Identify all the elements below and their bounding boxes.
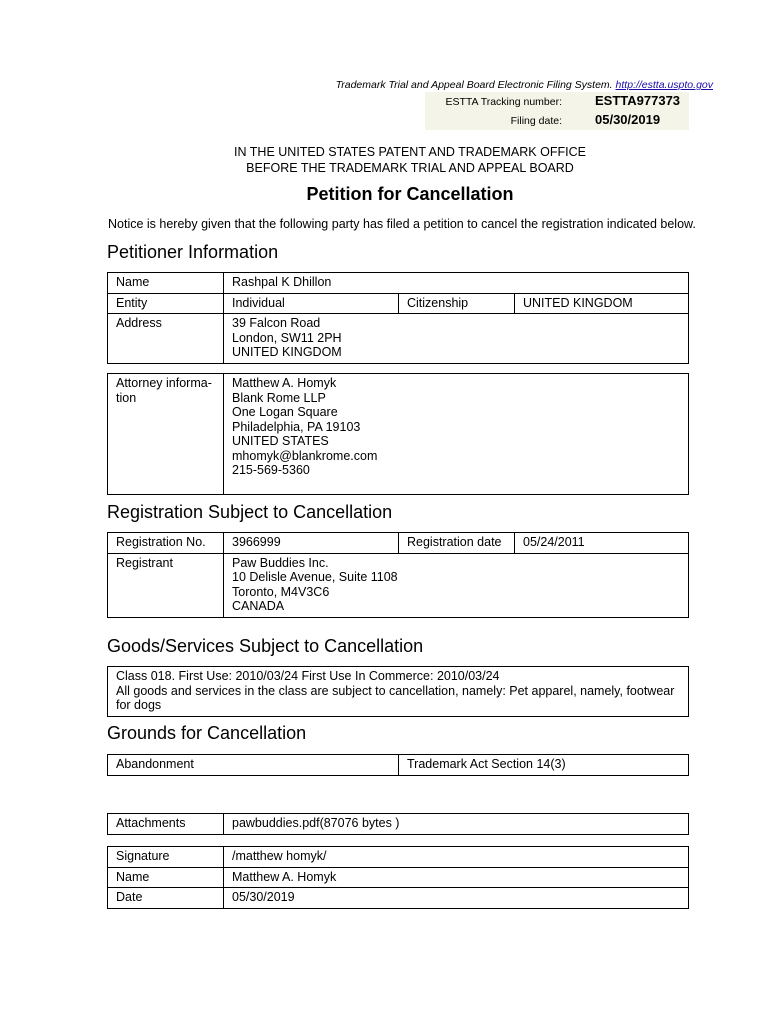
address-label: Address	[108, 314, 224, 364]
attorney-line: UNITED STATES	[232, 434, 329, 448]
table-row	[108, 847, 689, 868]
table-row	[108, 374, 689, 495]
entity-value: Individual	[224, 293, 399, 314]
attorney-email: mhomyk@blankrome.com	[232, 448, 378, 463]
petitioner-name: Rashpal K Dhillon	[224, 273, 689, 294]
attorney-phone: 215-569-5360	[232, 463, 310, 477]
ground-section: Trademark Act Section 14(3)	[399, 755, 689, 776]
tracking-row	[425, 92, 689, 111]
attachments-label: Attachments	[108, 814, 224, 835]
registration-date-label: Registration date	[399, 533, 515, 554]
signer-name-label: Name	[108, 867, 224, 888]
signature-date-label: Date	[108, 888, 224, 909]
attorney-label-line: Attorney informa-	[116, 376, 212, 390]
grounds-table	[107, 754, 689, 776]
registrant-line: 10 Delisle Avenue, Suite 1108	[232, 570, 398, 584]
goods-description	[108, 667, 689, 717]
attachments-value: pawbuddies.pdf(87076 bytes )	[224, 814, 689, 835]
registrant-label: Registrant	[108, 553, 224, 617]
registrant-value	[224, 553, 689, 617]
citizenship-value: UNITED KINGDOM	[515, 293, 689, 314]
entity-label: Entity	[108, 293, 224, 314]
registration-table	[107, 532, 689, 618]
filing-date: 05/30/2019	[595, 112, 661, 127]
address-line: London, SW11 2PH	[232, 330, 342, 345]
registration-no-label: Registration No.	[108, 533, 224, 554]
table-row	[108, 273, 689, 294]
registration-heading: Registration Subject to Cancellation	[107, 502, 393, 522]
petitioner-table	[107, 272, 689, 364]
grounds-heading: Grounds for Cancellation	[107, 723, 307, 743]
office-line-1: IN THE UNITED STATES PATENT AND TRADEMARK OFFICE	[234, 145, 586, 159]
signer-name: Matthew A. Homyk	[224, 867, 689, 888]
attorney-line: Blank Rome LLP	[232, 390, 326, 405]
filing-system-text: Trademark Trial and Appeal Board Electronic Filing System.	[335, 79, 613, 91]
goods-line: for dogs	[116, 698, 162, 712]
attorney-line: Philadelphia, PA 19103	[232, 419, 361, 434]
citizenship-label: Citizenship	[399, 293, 515, 314]
registrant-line: Toronto, M4V3C6	[232, 584, 330, 599]
name-label: Name	[108, 273, 224, 294]
attorney-label	[108, 374, 224, 495]
attorney-label-line: tion	[116, 390, 137, 405]
office-heading	[0, 144, 770, 176]
attorney-line: Matthew A. Homyk	[232, 376, 337, 390]
tracking-label: ESTTA Tracking number:	[445, 96, 562, 108]
table-row	[108, 314, 689, 364]
goods-line: All goods and services in the class are subject to cancellation, namely: Pet apparel, namely, footwear	[116, 683, 675, 698]
goods-line: Class 018. First Use: 2010/03/24 First Use In Commerce: 2010/03/24	[116, 669, 500, 683]
table-row	[108, 867, 689, 888]
table-row	[108, 814, 689, 835]
address-line: UNITED KINGDOM	[232, 345, 342, 359]
petitioner-heading: Petitioner Information	[107, 242, 279, 262]
goods-table	[107, 666, 689, 717]
tracking-box	[425, 92, 689, 130]
signature-label: Signature	[108, 847, 224, 868]
signature-date: 05/30/2019	[224, 888, 689, 909]
table-row	[108, 293, 689, 314]
signature-value: /matthew homyk/	[224, 847, 689, 868]
attorney-table	[107, 373, 689, 495]
attorney-value	[224, 374, 689, 495]
table-row	[108, 533, 689, 554]
ground-value: Abandonment	[108, 755, 399, 776]
registration-no: 3966999	[224, 533, 399, 554]
table-row	[108, 553, 689, 617]
document-title: Petition for Cancellation	[306, 184, 514, 204]
registrant-line: Paw Buddies Inc.	[232, 555, 329, 570]
attorney-line: One Logan Square	[232, 405, 338, 419]
notice-text: Notice is hereby given that the following party has filed a petition to cancel the registration indicated below.	[108, 217, 696, 231]
registrant-line: CANADA	[232, 599, 285, 613]
filing-date-row	[425, 111, 689, 130]
tracking-number: ESTTA977373	[595, 93, 681, 108]
address-line: 39 Falcon Road	[232, 316, 321, 330]
office-line-2: BEFORE THE TRADEMARK TRIAL AND APPEAL BOARD	[246, 161, 574, 175]
address-value	[224, 314, 689, 364]
estta-link[interactable]: http://estta.uspto.gov	[615, 79, 713, 91]
table-row	[108, 667, 689, 717]
table-row	[108, 755, 689, 776]
attachments-table	[107, 813, 689, 835]
filing-date-label: Filing date:	[510, 115, 562, 127]
goods-heading: Goods/Services Subject to Cancellation	[107, 636, 424, 656]
signature-table	[107, 846, 689, 909]
filing-system-header	[336, 79, 713, 91]
registration-date: 05/24/2011	[515, 533, 689, 554]
table-row	[108, 888, 689, 909]
